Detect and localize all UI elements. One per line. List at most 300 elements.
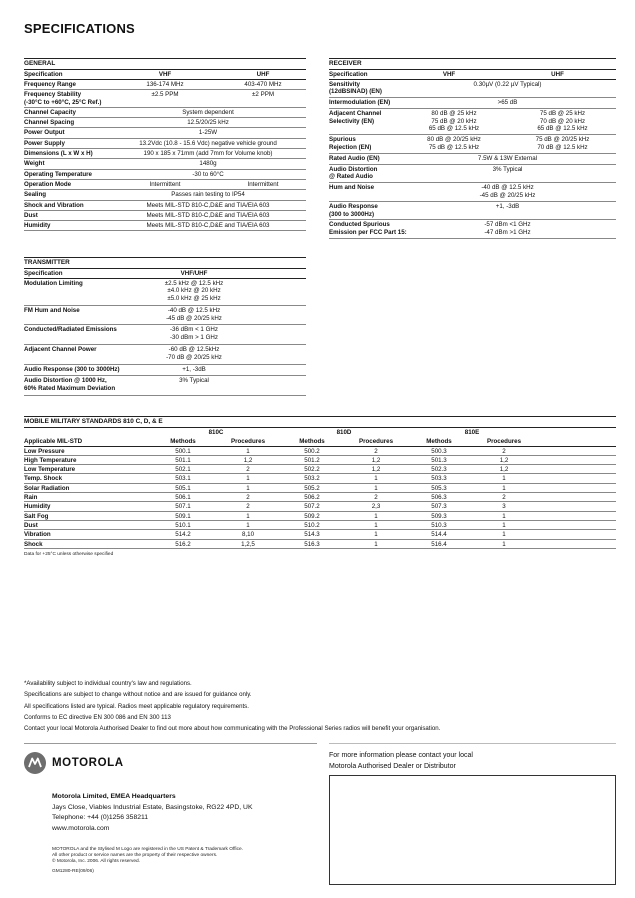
spec-value xyxy=(144,377,244,385)
spec-label-line: Humidity xyxy=(24,222,51,230)
spec-label-line: Dust xyxy=(24,211,38,219)
column-header-vhf: VHF xyxy=(158,71,172,78)
value-line: ±2 PPM xyxy=(252,90,274,98)
method-cell: 506.1 xyxy=(175,494,191,502)
spec-label xyxy=(24,280,83,288)
spec-value: 1-25W xyxy=(198,129,218,137)
procedure-cell: 1 xyxy=(374,531,378,539)
column-header: Specification xyxy=(24,270,63,277)
spec-value: System dependent xyxy=(182,108,234,116)
standard-group-header-row xyxy=(24,428,616,437)
spec-value xyxy=(144,346,244,362)
military-header-row xyxy=(24,437,616,446)
spec-label xyxy=(24,212,38,220)
spec-label xyxy=(329,99,390,107)
table-row xyxy=(24,512,616,521)
method-cell: 507.3 xyxy=(431,503,447,511)
column-header: Procedures xyxy=(486,438,522,446)
method-cell: 510.1 xyxy=(175,521,191,529)
method-cell: 500.1 xyxy=(175,447,191,455)
test-name: Dust xyxy=(24,521,38,529)
general-spec-row xyxy=(24,90,306,108)
transmitter-spec-row xyxy=(24,365,306,377)
value-line: -70 dB @ 20/25 kHz xyxy=(166,353,222,361)
table-row xyxy=(24,530,616,539)
spec-value xyxy=(399,184,616,200)
military-standards-table xyxy=(24,416,616,558)
spec-label xyxy=(329,221,407,237)
contact-line: For more information please contact your local xyxy=(329,752,473,759)
spec-label-line: Rated Audio (EN) xyxy=(329,154,380,162)
value-line: -60 dB @ 12.5kHz xyxy=(168,346,220,354)
receiver-spec-row xyxy=(329,183,616,202)
general-spec-row xyxy=(24,118,306,128)
spec-label xyxy=(24,171,92,179)
transmitter-specs-table xyxy=(24,257,306,396)
spec-value-uhf xyxy=(220,81,306,89)
spec-label-line: (-30°C to +60°C, 25°C Ref.) xyxy=(24,98,102,106)
spec-value-uhf xyxy=(509,136,616,152)
military-section-title: MOBILE MILITARY STANDARDS 810 C, D, & E xyxy=(24,416,616,428)
procedure-cell: 3 xyxy=(502,503,506,511)
procedure-cell: 1 xyxy=(246,447,250,455)
procedure-cell: 1 xyxy=(246,521,250,529)
procedure-cell: 1 xyxy=(502,484,506,492)
motorola-wordmark: MOTOROLA xyxy=(52,757,124,769)
spec-label xyxy=(24,377,115,393)
spec-label-line: Weight xyxy=(24,160,45,168)
procedure-cell: 1 xyxy=(502,512,506,520)
spec-label xyxy=(24,202,84,210)
spec-label-line: Audio Distortion @ 1000 Hz, xyxy=(24,377,107,385)
general-spec-row xyxy=(24,180,306,190)
receiver-spec-row xyxy=(329,202,616,221)
value-line: 136-174 MHz xyxy=(146,80,184,88)
column-header: Specification xyxy=(329,71,368,78)
method-cell: 502.2 xyxy=(304,466,320,474)
spec-value-uhf xyxy=(220,181,306,189)
procedure-cell: 1 xyxy=(502,540,506,548)
spec-label-line: Adjacent Channel Power xyxy=(24,346,97,354)
transmitter-header-row xyxy=(24,269,306,279)
value-line: 65 dB @ 12.5 kHz xyxy=(428,125,480,133)
spec-value: Passes rain testing to IP54 xyxy=(171,191,245,199)
receiver-spec-row xyxy=(329,135,616,154)
spec-label-line: Shock and Vibration xyxy=(24,201,84,209)
general-spec-row xyxy=(24,139,306,149)
value-line: ±2.5 kHz @ 12.5 kHz xyxy=(164,279,224,287)
value-line: 65 dB @ 12.5 kHz xyxy=(537,125,588,133)
value-line: 0.30µV (0.22 µV Typical) xyxy=(473,80,542,88)
spec-label-line: Conducted Spurious xyxy=(329,221,390,229)
method-cell: 502.3 xyxy=(431,466,447,474)
test-name: Solar Radiation xyxy=(24,484,70,492)
spec-label xyxy=(24,222,50,230)
procedure-cell: 1 xyxy=(502,475,506,483)
document-code: GM1280-RE(09/06) xyxy=(52,869,94,874)
general-spec-row xyxy=(24,149,306,159)
procedure-cell: 1,2 xyxy=(243,456,253,464)
note-line: *Availability subject to individual country's law and regulations. xyxy=(24,680,192,687)
value-line: -47 dBm >1 GHz xyxy=(484,229,531,237)
spec-label-line: Spurious xyxy=(329,136,356,144)
spec-label xyxy=(24,119,74,127)
spec-label xyxy=(24,346,97,354)
value-line: 70 dB @ 20 kHz xyxy=(539,117,586,125)
address-line: Jays Close, Viables Industrial Estate, Basingstoke, RG22 4PD, UK xyxy=(52,803,253,811)
method-cell: 500.2 xyxy=(304,447,320,455)
spec-value xyxy=(144,307,244,323)
dealer-contact-text xyxy=(329,751,473,772)
trademark-notice xyxy=(52,847,243,866)
procedure-cell: 1,2 xyxy=(499,456,509,464)
procedure-cell: 2 xyxy=(374,494,378,502)
method-cell: 506.2 xyxy=(304,494,320,502)
spec-label xyxy=(329,110,381,126)
method-cell: 501.3 xyxy=(431,456,447,464)
spec-label-line: Power Supply xyxy=(24,139,65,147)
method-cell: 507.2 xyxy=(304,503,320,511)
method-cell: 516.2 xyxy=(175,540,191,548)
method-cell: 503.3 xyxy=(431,475,447,483)
spec-label-line: Intermodulation (EN) xyxy=(329,99,391,107)
general-spec-row xyxy=(24,80,306,90)
transmitter-spec-row xyxy=(24,345,306,365)
method-cell: 507.1 xyxy=(175,503,191,511)
table-row xyxy=(24,456,616,465)
spec-value-vhf xyxy=(110,91,220,99)
spec-label-line: Channel Spacing xyxy=(24,119,75,127)
spec-value-uhf xyxy=(220,91,306,99)
general-spec-row xyxy=(24,170,306,180)
test-name: Shock xyxy=(24,540,43,548)
general-spec-row xyxy=(24,159,306,169)
spec-value xyxy=(399,99,616,107)
procedure-cell: 1 xyxy=(246,484,250,492)
column-header-vhf-uhf: VHF/UHF xyxy=(180,270,208,277)
spec-value xyxy=(144,366,244,374)
receiver-spec-row xyxy=(329,80,616,99)
procedure-cell: 2 xyxy=(374,447,378,455)
website-link[interactable]: www.motorola.com xyxy=(52,824,110,832)
value-line: -45 dB @ 20/25 kHz xyxy=(479,192,536,200)
procedure-cell: 1,2,5 xyxy=(241,540,255,548)
value-line: -36 dBm < 1 GHz xyxy=(170,326,218,334)
spec-label xyxy=(329,184,374,192)
receiver-spec-row xyxy=(329,109,616,135)
spec-label xyxy=(329,155,380,163)
procedure-cell: 1,2 xyxy=(371,456,381,464)
receiver-spec-row xyxy=(329,220,616,239)
method-cell: 509.3 xyxy=(431,512,447,520)
value-line: 80 dB @ 20/25 kHz xyxy=(427,136,481,144)
general-spec-row xyxy=(24,221,306,231)
spec-value: Meets MIL-STD 810-C,D&E and TIA/EIA 603 xyxy=(146,211,270,219)
motorola-logo-icon xyxy=(24,752,46,774)
spec-label-line: Audio Response (300 to 3000Hz) xyxy=(24,365,120,373)
value-line: -40 dB @ 12.5 kHz xyxy=(481,184,534,192)
spec-label xyxy=(24,191,46,199)
procedure-cell: 1 xyxy=(502,531,506,539)
method-cell: 505.2 xyxy=(304,484,320,492)
table-row xyxy=(24,474,616,483)
method-cell: 501.2 xyxy=(304,456,320,464)
spec-value xyxy=(399,81,616,89)
method-cell: 500.3 xyxy=(431,447,447,455)
receiver-section-title: RECEIVER xyxy=(329,58,616,70)
spec-label xyxy=(24,91,101,107)
general-spec-row xyxy=(24,201,306,211)
address-block xyxy=(52,792,252,834)
value-line: ±2.5 PPM xyxy=(151,90,179,98)
test-name: Vibration xyxy=(24,531,51,539)
value-line: 70 dB @ 12.5 kHz xyxy=(537,144,588,152)
standard-group-label: 810C xyxy=(208,429,224,436)
telephone-line: Telephone: +44 (0)1256 358211 xyxy=(52,814,149,821)
spec-label-line: Frequency Stability xyxy=(24,90,82,98)
general-header-row xyxy=(24,70,306,80)
method-cell: 509.2 xyxy=(304,512,320,520)
standard-group-label: 810D xyxy=(336,429,352,436)
procedure-cell: 1,2 xyxy=(371,466,381,474)
procedure-cell: 1 xyxy=(374,484,378,492)
spec-label xyxy=(24,160,45,168)
method-cell: 502.1 xyxy=(175,466,191,474)
spec-label-line: Channel Capacity xyxy=(24,108,76,116)
value-line: Intermittent xyxy=(149,180,181,188)
spec-label-line: Adjacent Channel xyxy=(329,109,382,117)
note-line: Contact your local Motorola Authorised Dealer to find out more about how communicating with the Professional Series radios will benefit your organisation. xyxy=(24,725,441,733)
spec-label xyxy=(24,366,120,374)
spec-value xyxy=(144,280,244,303)
value-line: -45 dB @ 20/25 kHz xyxy=(166,314,222,322)
procedure-cell: 1 xyxy=(374,540,378,548)
spec-label-line: Rejection (EN) xyxy=(329,144,372,152)
spec-label xyxy=(329,81,382,97)
spec-value xyxy=(399,203,616,211)
spec-label-line: Hum and Noise xyxy=(329,184,375,192)
note-line: All specifications listed are typical. Radios meet applicable regulatory requirements. xyxy=(24,702,249,710)
spec-value xyxy=(399,221,616,237)
spec-label-line: Dimensions (L x W x H) xyxy=(24,150,93,158)
table-row xyxy=(24,502,616,511)
value-line: 75 dB @ 20/25 kHz xyxy=(535,136,590,144)
fine-print-line: © Motorola, Inc. 2006. All rights reserved. xyxy=(52,859,141,865)
method-cell: 516.4 xyxy=(431,540,447,548)
note-line: Specifications are subject to change without notice and are issued for guidance only. xyxy=(24,691,252,699)
spec-label-line: Sensitivity xyxy=(329,80,360,88)
general-spec-row xyxy=(24,190,306,200)
table-row xyxy=(24,540,616,549)
spec-label-line: Modulation Limiting xyxy=(24,279,83,287)
spec-value: 1480g xyxy=(199,160,217,168)
procedure-cell: 2 xyxy=(246,466,250,474)
spec-value-vhf xyxy=(399,136,509,152)
spec-label-line: 60% Rated Maximum Deviation xyxy=(24,385,116,393)
column-header-uhf: UHF xyxy=(551,71,564,78)
method-cell: 510.2 xyxy=(304,521,320,529)
spec-value: 190 x 185 x 71mm (add 7mm for Volume knob) xyxy=(143,150,273,158)
spec-label-line: FM Hum and Noise xyxy=(24,306,80,314)
military-footnote: Data for +25°C unless otherwise specified xyxy=(24,551,114,557)
value-line: Intermittent xyxy=(247,180,279,188)
spec-value xyxy=(399,166,616,174)
procedure-cell: 1 xyxy=(374,521,378,529)
spec-label-line: Selectivity (EN) xyxy=(329,117,375,125)
spec-value-vhf xyxy=(110,181,220,189)
method-cell: 514.3 xyxy=(304,531,320,539)
value-line: +1, -3dB xyxy=(182,365,206,373)
value-line: 80 dB @ 25 kHz xyxy=(431,109,477,117)
receiver-specs-table xyxy=(329,58,616,239)
column-header: Procedures xyxy=(230,438,266,446)
contact-line: Motorola Authorised Dealer or Distributor xyxy=(329,762,456,770)
method-cell: 510.3 xyxy=(431,521,447,529)
spec-value-uhf xyxy=(509,110,616,133)
receiver-spec-row xyxy=(329,98,616,109)
method-cell: 505.1 xyxy=(175,484,191,492)
test-name: Temp. Shock xyxy=(24,475,63,483)
value-line: 7.5W & 13W External xyxy=(477,154,538,162)
procedure-cell: 1,2 xyxy=(499,466,509,474)
test-name: Humidity xyxy=(24,503,51,511)
footer-divider xyxy=(24,743,317,744)
spec-label xyxy=(24,129,65,137)
method-cell: 501.1 xyxy=(175,456,191,464)
procedure-cell: 1 xyxy=(246,475,250,483)
column-header: Procedures xyxy=(358,438,394,446)
spec-label-line: Audio Response xyxy=(329,202,378,210)
method-cell: 514.2 xyxy=(175,531,191,539)
procedure-cell: 2 xyxy=(246,494,250,502)
spec-label xyxy=(24,140,65,148)
dealer-stamp-box xyxy=(329,775,616,885)
spec-label xyxy=(24,150,93,158)
spec-label-line: (12dBSINAD) (EN) xyxy=(329,88,382,96)
table-row xyxy=(24,521,616,530)
receiver-spec-row xyxy=(329,165,616,184)
spec-label-line: Emission per FCC Part 15: xyxy=(329,229,407,237)
test-name: Low Temperature xyxy=(24,466,76,474)
column-header: Specification xyxy=(24,71,63,78)
spec-label-line: Operation Mode xyxy=(24,180,72,188)
spec-label-line: @ Rated Audio xyxy=(329,173,373,181)
spec-label-line: Audio Distortion xyxy=(329,165,378,173)
table-row xyxy=(24,484,616,493)
spec-value: Meets MIL-STD 810-C,D&E and TIA/EIA 603 xyxy=(146,222,270,230)
spec-label xyxy=(329,136,371,152)
procedure-cell: 1 xyxy=(374,512,378,520)
spec-value: 13.2Vdc (10.8 - 15.6 Vdc) negative vehicle ground xyxy=(139,139,277,147)
procedure-cell: 8,10 xyxy=(241,531,255,539)
note-line: Conforms to EC directive EN 300 086 and EN 300 113 xyxy=(24,713,171,721)
procedure-cell: 2 xyxy=(502,447,506,455)
transmitter-spec-row xyxy=(24,325,306,345)
method-cell: 503.1 xyxy=(175,475,191,483)
footer-divider-right xyxy=(329,743,616,744)
general-spec-row xyxy=(24,211,306,221)
spec-value-vhf xyxy=(110,81,220,89)
fine-print-line: MOTOROLA and the Stylised M Logo are registered in the US Patent & Trademark Office. xyxy=(52,847,243,852)
table-row xyxy=(24,447,616,456)
spec-label xyxy=(24,81,76,89)
value-line: 75 dB @ 20 kHz xyxy=(431,117,477,125)
value-line: -57 dBm <1 GHz xyxy=(484,221,531,229)
spec-label-line: Sealing xyxy=(24,191,47,199)
general-section-title: GENERAL xyxy=(24,58,306,70)
column-header: Methods xyxy=(299,438,325,446)
value-line: ±5.0 kHz @ 25 kHz xyxy=(167,295,221,302)
transmitter-section-title: TRANSMITTER xyxy=(24,257,306,269)
table-row xyxy=(24,493,616,502)
general-specs-table xyxy=(24,58,306,231)
spec-value: 12.5/20/25 kHz xyxy=(187,119,229,127)
test-name: Salt Fog xyxy=(24,512,49,520)
page-title: SPECIFICATIONS xyxy=(24,21,135,36)
spec-label-line: (300 to 3000Hz) xyxy=(329,210,375,218)
procedure-cell: 2 xyxy=(502,494,506,502)
footnotes xyxy=(24,678,440,734)
method-cell: 516.3 xyxy=(304,540,320,548)
method-cell: 509.1 xyxy=(175,512,191,520)
value-line: >65 dB xyxy=(497,99,518,107)
general-spec-row xyxy=(24,108,306,118)
spec-value-vhf xyxy=(399,110,509,133)
spec-label xyxy=(329,203,378,219)
standard-group-label: 810E xyxy=(464,429,480,436)
procedure-cell: 1 xyxy=(246,512,250,520)
receiver-spec-row xyxy=(329,154,616,165)
spec-label xyxy=(329,166,377,182)
procedure-cell: 1 xyxy=(374,475,378,483)
address-title: Motorola Limited, EMEA Headquarters xyxy=(52,793,176,800)
spec-label-line: Operating Temperature xyxy=(24,170,92,178)
method-cell: 505.3 xyxy=(431,484,447,492)
spec-label-line: Power Output xyxy=(24,129,65,137)
spec-label xyxy=(24,326,117,334)
spec-label xyxy=(24,181,71,189)
method-cell: 506.3 xyxy=(431,494,447,502)
test-name: Low Pressure xyxy=(24,447,65,455)
column-header: Methods xyxy=(170,438,196,446)
spec-label-line: Conducted/Radiated Emissions xyxy=(24,326,117,334)
transmitter-spec-row xyxy=(24,279,306,306)
test-name: High Temperature xyxy=(24,456,77,464)
spec-label-line: Frequency Range xyxy=(24,80,76,88)
method-cell: 503.2 xyxy=(304,475,320,483)
value-line: -30 dBm > 1 GHz xyxy=(170,334,218,342)
spec-value xyxy=(399,155,616,163)
general-spec-row xyxy=(24,128,306,138)
table-row xyxy=(24,465,616,474)
fine-print-line: All other product or service names are the property of their respective owners. xyxy=(52,853,218,859)
spec-value: Meets MIL-STD 810-C,D&E and TIA/EIA 603 xyxy=(146,201,270,209)
transmitter-spec-row xyxy=(24,306,306,326)
value-line: 75 dB @ 25 kHz xyxy=(539,109,586,117)
spec-value xyxy=(144,326,244,342)
method-cell: 514.4 xyxy=(431,531,447,539)
procedure-cell: 1 xyxy=(502,521,506,529)
column-header-uhf: UHF xyxy=(256,71,270,78)
test-name: Rain xyxy=(24,494,38,502)
value-line: 3% Typical xyxy=(492,165,523,173)
column-header-vhf: VHF xyxy=(442,71,456,78)
spec-value: -30 to 60°C xyxy=(192,170,224,178)
value-line: ±4.0 kHz @ 20 kHz xyxy=(167,287,221,295)
column-header: Applicable MIL-STD xyxy=(24,438,83,446)
value-line: -40 dB @ 12.5 kHz xyxy=(167,306,221,314)
column-header: Methods xyxy=(426,438,452,446)
